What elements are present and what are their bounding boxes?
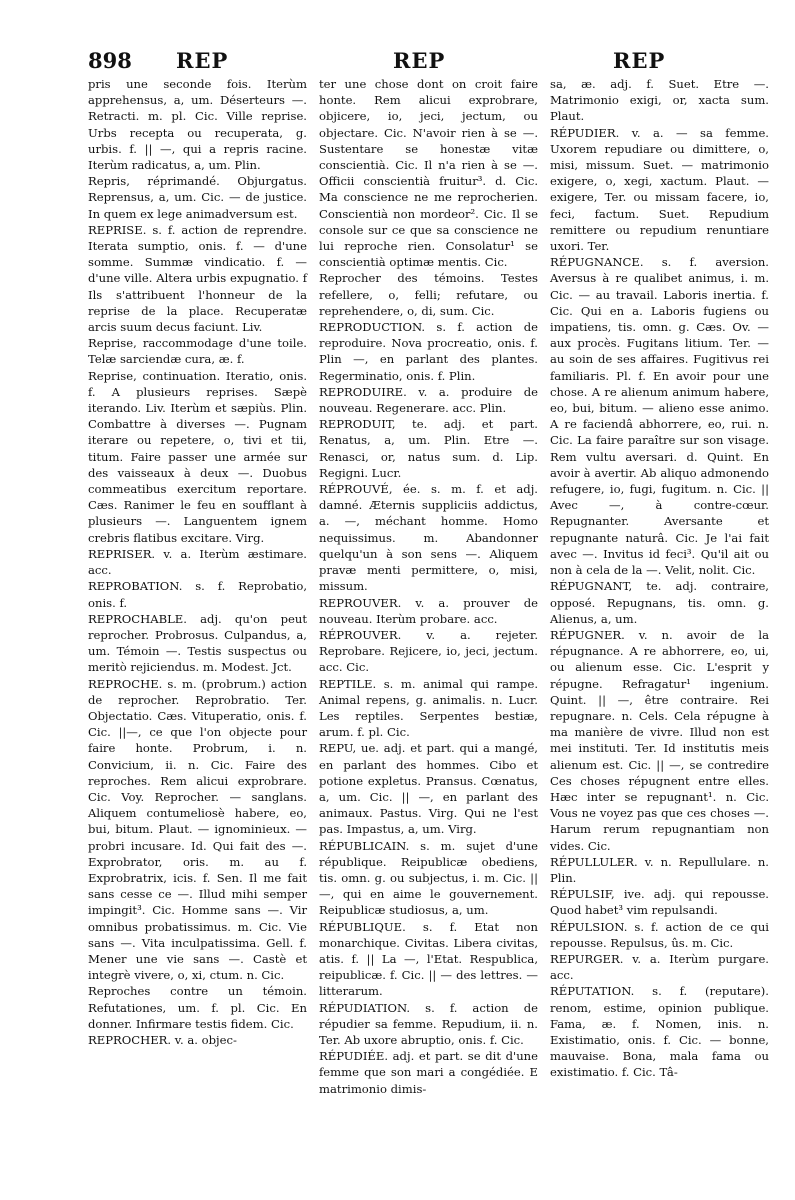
dictionary-entry: RÉPUTATION. s. f. (reputare). renom, estime, opinion publique. Fama, æ. f. Nomen, inis. n. Existimatio, onis. f. Cic. — bonne, mauvaise. Bona, mala fama ou existimatio. f. Cic. Tâ- bbox=[550, 984, 769, 1080]
dictionary-entry: REPRISER. v. a. Iterùm æstimare. acc. bbox=[88, 546, 307, 578]
text-columns bbox=[88, 76, 773, 1097]
dictionary-entry: RÉPULSION. s. f. action de ce qui repousse. Repulsus, ûs. m. Cic. bbox=[550, 919, 769, 950]
dictionary-entry: REPRISE. s. f. action de reprendre. Iterata sumptio, onis. f. — d'une somme. Summæ vindicatio. f. — d'une ville. Altera urbis expugnatio. f Ils s'attribuent l'honneur de la reprise de la place. Recuperatæ arcis suum decus faciunt. Liv. bbox=[88, 222, 307, 335]
dictionary-entry: REPRODUIRE. v. a. produire de nouveau. Regenerare. acc. Plin. bbox=[319, 384, 538, 416]
dictionary-entry: RÉPUBLIQUE. s. f. Etat non monarchique. Civitas. Libera civitas, atis. f. || La —, l'Etat. Respublica, reipublicæ. f. Cic. || — des lettres. — litterarum. bbox=[319, 919, 538, 999]
dictionary-entry: Repris, réprimandé. Objurgatus. Reprensus, a, um. Cic. — de justice. In quem ex lege animadversum est. bbox=[88, 174, 307, 221]
page-header bbox=[88, 36, 773, 73]
column-middle bbox=[319, 76, 538, 1097]
running-head-right: REP bbox=[613, 48, 666, 73]
column-left bbox=[88, 76, 307, 1097]
dictionary-entry: sa, æ. adj. f. Suet. Etre —. Matrimonio exigi, or, xacta sum. Plaut. bbox=[550, 77, 769, 124]
column-right bbox=[550, 76, 769, 1097]
dictionary-entry: RÉPULSIF, ive. adj. qui repousse. Quod habet³ vim repulsandi. bbox=[550, 887, 769, 918]
dictionary-entry: RÉPROUVÉ, ée. s. m. f. et adj. damné. Æternis suppliciis addictus, a. —, méchant homme. Homo nequissimus. m. Abandonner quelqu'un à son sens —. Aliquem pravæ menti permittere, o, misi, missum. bbox=[319, 482, 538, 594]
dictionary-entry: Reprise, raccommodage d'une toile. Telæ sarciendæ cura, æ. f. bbox=[88, 336, 307, 367]
dictionary-entry: Reprise, continuation. Iteratio, onis. f. A plusieurs reprises. Sæpè iterando. Liv. Iterùm et sæpiùs. Plin. Combattre à diverses —. Pugnam iterare ou repetere, o, tivi et tii, titum. Faire passer une armée sur des vaisseaux à deux —. Duobus commeatibus exercitum reportare. Cæs. Ranimer le feu en soufflant à plusieurs —. Languentem ignem crebris flatibus excitare. Virg. bbox=[88, 368, 307, 545]
dictionary-entry: RÉPUBLICAIN. s. m. sujet d'une république. Reipublicæ obediens, tis. omn. g. ou subjectus, i. m. Cic. ||—, qui en aime le gouvernement. Reipublicæ studiosus, a, um. bbox=[319, 838, 538, 918]
dictionary-entry: REPROCHER. v. a. objec- bbox=[88, 1032, 237, 1047]
dictionary-entry: REPRODUIT, te. adj. et part. Renatus, a, um. Plin. Etre —. Renasci, or, natus sum. d. Lip. Regigni. Lucr. bbox=[319, 417, 538, 480]
dictionary-entry: RÉPROUVER. v. a. rejeter. Reprobare. Rejicere, io, jeci, jectum. acc. Cic. bbox=[319, 627, 538, 675]
dictionary-entry: RÉPUDIATION. s. f. action de répudier sa femme. Repudium, ii. n. Ter. Ab uxore abruptio, onis. f. Cic. bbox=[319, 1000, 538, 1047]
dictionary-entry: RÉPUGNANCE. s. f. aversion. Aversus à re qualibet animus, i. m. Cic. — au travail. Laboris inertia. f. Cic. Qui en a. Laboris fugiens ou impatiens, tis. omn. g. Cæs. Ov. — aux procès. Fugitans litium. Ter. — au soin de ses affaires. Fugitivus rei familiaris. Pl. f. En avoir pour une chose. A re alienum animum habere, eo, bui, bitum. — alieno esse animo. A re faciendâ abhorrere, eo, rui. n. Cic. La faire paraître sur son visage. Rem vultu aversari. d. Quint. En avoir à avertir. Ab aliquo admonendo refugere, io, fugi, fugitum. n. Cic. || Avec —, à contre-cœur. Repugnanter. Aversante et repugnante naturâ. Cic. Je l'ai fait avec —. Invitus id feci³. Qu'il ait ou non à cela de la —. Velit, nolit. Cic. bbox=[550, 255, 769, 578]
running-head-left: REP bbox=[176, 48, 229, 73]
dictionary-entry: REPROCHABLE. adj. qu'on peut reprocher. Probrosus. Culpandus, a, um. Témoin —. Testis suspectus ou meritò rejiciendus. m. Modest. Jct. bbox=[88, 611, 307, 675]
dictionary-entry: REPROUVER. v. a. prouver de nouveau. Iterùm probare. acc. bbox=[319, 595, 538, 626]
page-number: 898 bbox=[88, 48, 132, 73]
dictionary-entry: RÉPUGNANT, te. adj. contraire, opposé. Repugnans, tis. omn. g. Alienus, a, um. bbox=[550, 579, 769, 626]
running-head-center: REP bbox=[393, 48, 446, 73]
dictionary-entry: REPROBATION. s. f. Reprobatio, onis. f. bbox=[88, 579, 307, 610]
dictionary-entry: Reproches contre un témoin. Refutationes, um. f. pl. Cic. En donner. Infirmare testis fidem. Cic. bbox=[88, 984, 307, 1031]
dictionary-entry: REPTILE. s. m. animal qui rampe. Animal repens, g. animalis. n. Lucr. Les reptiles. Serpentes bestiæ, arum. f. pl. Cic. bbox=[319, 676, 538, 740]
dictionary-entry: REPROCHE. s. m. (probrum.) action de reprocher. Reprobratio. Ter. Objectatio. Cæs. Vituperatio, onis. f. Cic. ||—, ce que l'on objecte pour faire honte. Probrum, i. n. Convicium, ii. n. Cic. Faire des reproches. Rem alicui exprobrare. Cic. Voy. Reprocher. — sanglans. Aliquem contumeliosè habere, eo, bui, bitum. Plaut. — ignominieux. — probri incusare. Id. Qui fait des —. Exprobrator, oris. m. au f. Exprobratrix, icis. f. Sen. Il me fait sans cesse ce —. Illud mihi semper impingit³. Cic. Homme sans —. Vir omnibus probatissimus. m. Cic. Vie sans —. Vita inculpatissima. Gell. f. Mener une vie sans —. Castè et integrè vivere, o, xi, ctum. n. Cic. bbox=[88, 676, 307, 983]
dictionary-entry: REPURGER. v. a. Iterùm purgare. acc. bbox=[550, 951, 769, 983]
dictionary-entry: REPU, ue. adj. et part. qui a mangé, en parlant des hommes. Cibo et potione expletus. Pransus. Cœnatus, a, um. Cic. || —, en parlant des animaux. Pastus. Virg. Qui ne l'est pas. Impastus, a, um. Virg. bbox=[319, 741, 538, 837]
dictionary-entry: pris une seconde fois. Iterùm apprehensus, a, um. Déserteurs —. Retracti. m. pl. Cic. Ville reprise. Urbs recepta ou recuperata, g. urbis. f. || —, qui a repris racine. Iterùm radicatus, a, um. Plin. bbox=[88, 77, 307, 173]
dictionary-entry: REPRODUCTION. s. f. action de reproduire. Nova procreatio, onis. f. Plin —, en parlant des plantes. Regerminatio, onis. f. Plin. bbox=[319, 320, 538, 383]
dictionary-entry: RÉPUDIÉE. adj. et part. se dit d'une femme que son mari a congédiée. E matrimonio dimis- bbox=[319, 1049, 538, 1096]
dictionary-entry: ter une chose dont on croit faire honte. Rem alicui exprobrare, objicere, io, jeci, jectum, ou objectare. Cic. N'avoir rien à se —. Sustentare se honestæ vitæ conscientià. Cic. Il n'a rien à se —. Officii conscientià fruitur³. d. Cic. Ma conscience ne me reprocherien. Conscientià non mordeor². Cic. Il se console sur ce que sa conscience ne lui reproche rien. Consolatur¹ se conscientià optimæ mentis. Cic. bbox=[319, 77, 538, 270]
dictionary-entry: Reprocher des témoins. Testes refellere, o, felli; refutare, ou reprehendere, o, di, sum. Cic. bbox=[319, 271, 538, 318]
dictionary-entry: RÉPUGNER. v. n. avoir de la répugnance. A re abhorrere, eo, ui, ou alienum esse. Cic. L'esprit y répugne. Refragatur¹ ingenium. Quint. || —, être contraire. Rei repugnare. n. Cels. Cela répugne à ma manière de vivre. Illud non est mei instituti. Ter. Id institutis meis alienum est. Cic. || —, se contredire Ces choses répugnent entre elles. Hæc inter se repugnant¹. n. Cic. Vous ne voyez pas que ces choses —. Harum rerum repugnantiam non vides. Cic. bbox=[550, 627, 769, 853]
dictionary-entry: RÉPULLULER. v. n. Repullulare. n. Plin. bbox=[550, 854, 769, 885]
dictionary-entry: RÉPUDIER. v. a. — sa femme. Uxorem repudiare ou dimittere, o, misi, missum. Suet. — matrimonio exigere, o, xegi, xactum. Plaut. — exigere, Ter. ou missam facere, io, feci, factum. Suet. Repudium remittere ou repudium renuntiare uxori. Ter. bbox=[550, 125, 769, 254]
